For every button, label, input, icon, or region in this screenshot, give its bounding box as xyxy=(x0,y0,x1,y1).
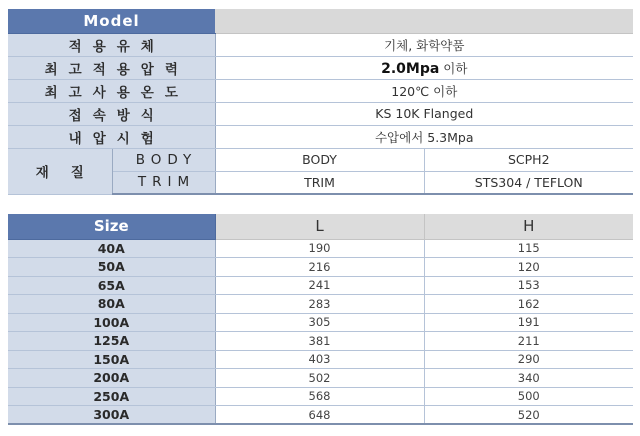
l-cell: 502 xyxy=(215,369,424,388)
table-row xyxy=(8,332,633,351)
spec-label-material: 재질 xyxy=(8,148,112,194)
spec-row xyxy=(8,102,633,125)
size-cell: 65A xyxy=(8,276,215,295)
size-header-row xyxy=(8,214,633,239)
spec-label-pressure-test: 내압시험 xyxy=(8,125,215,148)
pressure-value: 2.0Mpa xyxy=(381,60,440,77)
material-part-body: BODY xyxy=(215,148,424,171)
material-value-body: SCPH2 xyxy=(424,148,633,171)
table-row xyxy=(8,295,633,314)
table-row xyxy=(8,258,633,277)
table-row xyxy=(8,369,633,388)
size-cell: 100A xyxy=(8,313,215,332)
l-cell: 305 xyxy=(215,313,424,332)
spec-label-fluid: 적용유체 xyxy=(8,33,215,56)
model-header-blank xyxy=(215,9,633,33)
h-cell: 115 xyxy=(424,239,633,258)
l-cell: 283 xyxy=(215,295,424,314)
table-row xyxy=(8,313,633,332)
h-cell: 153 xyxy=(424,276,633,295)
l-cell: 190 xyxy=(215,239,424,258)
h-cell: 340 xyxy=(424,369,633,388)
l-column-header: L xyxy=(215,214,424,239)
h-cell: 120 xyxy=(424,258,633,277)
table-row xyxy=(8,406,633,425)
spec-label-max-pressure: 최고적용압력 xyxy=(8,56,215,79)
pressure-suffix: 이하 xyxy=(439,60,468,76)
spec-row xyxy=(8,125,633,148)
spec-value-pressure-test: 수압에서 5.3Mpa xyxy=(215,125,633,148)
spec-row xyxy=(8,79,633,102)
spec-value-max-pressure xyxy=(215,56,633,79)
size-cell: 50A xyxy=(8,258,215,277)
h-cell: 500 xyxy=(424,387,633,406)
spec-table xyxy=(8,9,633,195)
h-cell: 191 xyxy=(424,313,633,332)
table-row xyxy=(8,276,633,295)
l-cell: 568 xyxy=(215,387,424,406)
table-row xyxy=(8,387,633,406)
h-cell: 162 xyxy=(424,295,633,314)
material-sub-trim: TRIM xyxy=(112,171,215,194)
size-cell: 200A xyxy=(8,369,215,388)
model-header: Model xyxy=(8,9,215,33)
h-cell: 520 xyxy=(424,406,633,425)
h-cell: 290 xyxy=(424,350,633,369)
size-table xyxy=(8,214,633,425)
material-sub-body: BODY xyxy=(112,148,215,171)
spec-value-fluid: 기체, 화학약품 xyxy=(215,33,633,56)
size-column-header: Size xyxy=(8,214,215,239)
table-row xyxy=(8,350,633,369)
h-column-header: H xyxy=(424,214,633,239)
spec-row-material-body xyxy=(8,148,633,171)
l-cell: 403 xyxy=(215,350,424,369)
size-cell: 250A xyxy=(8,387,215,406)
h-cell: 211 xyxy=(424,332,633,351)
spec-value-max-temp: 120℃ 이하 xyxy=(215,79,633,102)
spec-row xyxy=(8,56,633,79)
material-value-trim: STS304 / TEFLON xyxy=(424,171,633,194)
size-cell: 125A xyxy=(8,332,215,351)
l-cell: 241 xyxy=(215,276,424,295)
spec-label-connection: 접속방식 xyxy=(8,102,215,125)
l-cell: 381 xyxy=(215,332,424,351)
l-cell: 216 xyxy=(215,258,424,277)
size-cell: 150A xyxy=(8,350,215,369)
size-cell: 300A xyxy=(8,406,215,425)
material-part-trim: TRIM xyxy=(215,171,424,194)
l-cell: 648 xyxy=(215,406,424,425)
size-cell: 80A xyxy=(8,295,215,314)
size-cell: 40A xyxy=(8,239,215,258)
spec-header-row xyxy=(8,9,633,33)
table-row xyxy=(8,239,633,258)
spec-row xyxy=(8,33,633,56)
spec-value-connection: KS 10K Flanged xyxy=(215,102,633,125)
spec-label-max-temp: 최고사용온도 xyxy=(8,79,215,102)
